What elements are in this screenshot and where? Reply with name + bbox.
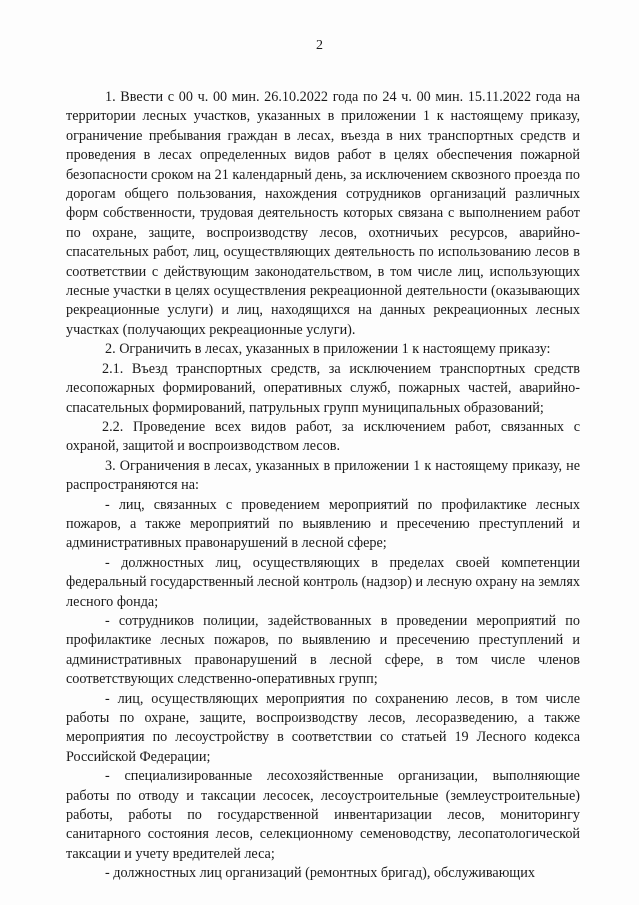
paragraph-2-2: 2.2. Проведение всех видов работ, за исключением работ, связанных с охраной, защитой и воспроизводством лесов.: [66, 418, 580, 455]
list-item: - лиц, связанных с проведением мероприятий по профилактике лесных пожаров, а также мероприятий по выявлению и пресечению преступлений и административных правонарушений в лесной сфере;: [66, 496, 580, 552]
page-number: 2: [316, 38, 323, 53]
list-item: - должностных лиц организаций (ремонтных бригад), обслуживающих: [105, 865, 535, 882]
paragraph-2: 2. Ограничить в лесах, указанных в приложении 1 к настоящему приказу:: [105, 341, 551, 358]
list-item: - лиц, осуществляющих мероприятия по сохранению лесов, в том числе работы по охране, защите, воспроизводству лесов, лесоразведению, а также мероприятия по лесоустройству в соответствии со статьей 19 Лесного кодекса Российской Федерации;: [66, 690, 580, 765]
list-item: - специализированные лесохозяйственные организации, выполняющие работы по отводу и таксации лесосек, лесоустроительные (землеустроительные) работы, работы по государственной инвентаризации лесов, мониторингу санитарного состояния лесов, селекционному семеноводству, лесопатологической таксации и учету вредителей леса;: [66, 768, 580, 862]
paragraph-3: 3. Ограничения в лесах, указанных в приложении 1 к настоящему приказу, не распространяются на:: [66, 457, 580, 494]
paragraph-2-1: 2.1. Въезд транспортных средств, за исключением транспортных средств лесопожарных формирований, оперативных служб, пожарных частей, аварийно-спасательных формирований, патрульных групп муниципальных образований;: [66, 360, 580, 416]
paragraph-1: 1. Ввести с 00 ч. 00 мин. 26.10.2022 года по 24 ч. 00 мин. 15.11.2022 года на территории лесных участков, указанных в приложении 1 к настоящему приказу, ограничение пребывания граждан в лесах, въезда в них транспортных средств и проведения в лесах определенных видов работ в целях обеспечения пожарной безопасности сроком на 21 календарный день, за исключением сквозного проезда по дорогам общего пользования, нахождения сотрудников организаций различных форм собственности, трудовая деятельность которых связана с выполнением работ по охране, защите, воспроизводству лесов, охотничьих ресурсов, аварийно-спасательных работ, лиц, осуществляющих деятельность по использованию лесов в соответствии с действующим законодательством, в том числе лиц, использующих лесные участки в целях осуществления рекреационной деятельности (оказывающих рекреационные услуги) и лиц, находящихся на данных рекреационных лесных участках (получающих рекреационные услуги).: [66, 89, 580, 338]
list-item: - должностных лиц, осуществляющих в пределах своей компетенции федеральный государственный лесной контроль (надзор) и лесную охрану на землях лесного фонда;: [66, 554, 580, 610]
list-item: - сотрудников полиции, задействованных в проведении мероприятий по профилактике лесных пожаров, по выявлению и пресечению преступлений и административных правонарушений в лесной сфере, в том числе членов соответствующих следственно-оперативных групп;: [66, 612, 580, 688]
document-body: [66, 88, 580, 884]
